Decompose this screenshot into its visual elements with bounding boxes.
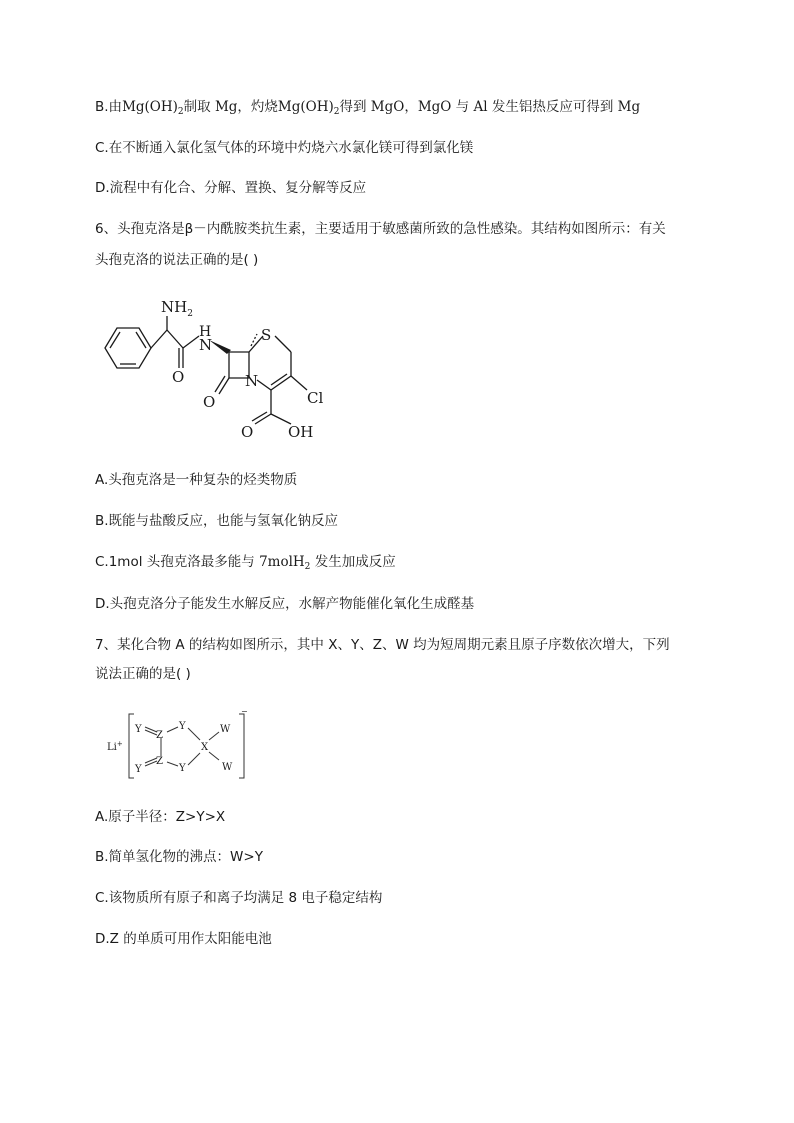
svg-text:N: N (199, 336, 213, 354)
q5-option-c: C.在不断通入氯化氢气体的环境中灼烧六水氯化镁可得到氯化镁 (95, 140, 474, 156)
q6-option-c: C.1mol 头孢克洛最多能与 7molH$_2$ 发生加成反应 (95, 554, 396, 572)
svg-text:Y: Y (179, 763, 186, 774)
svg-text:Cl: Cl (307, 389, 324, 407)
svg-text:S: S (261, 326, 272, 344)
q7-option-a: A.原子半径：Z>Y>X (95, 809, 226, 825)
q6-option-b: B.既能与盐酸反应，也能与氢氧化钠反应 (95, 513, 339, 529)
q7-option-c: C.该物质所有原子和离子均满足 8 电子稳定结构 (95, 890, 383, 906)
q6-option-a: A.头孢克洛是一种复杂的烃类物质 (95, 472, 298, 488)
svg-text:O: O (172, 368, 185, 386)
svg-text:O: O (241, 423, 254, 441)
svg-text:H: H (199, 324, 212, 340)
svg-text:NH2: $NH_2$ (161, 298, 193, 319)
q7-stem-line1: 7、某化合物 A 的结构如图所示，其中 X、Y、Z、W 均为短周期元素且原子序数依次增大，下列 (95, 637, 670, 653)
q7-stem-line2: 说法正确的是( ) (95, 666, 191, 682)
svg-text:O: O (203, 393, 216, 411)
q7-option-d: D.Z 的单质可用作太阳能电池 (95, 931, 272, 947)
svg-text:X: X (201, 742, 209, 753)
svg-text:−: − (241, 708, 248, 716)
svg-text:W: W (222, 762, 233, 773)
cefaclor-structure (95, 290, 345, 450)
q5-option-b: B.由$Mg(OH)_2$制取 Mg，灼烧$Mg(OH)_2$得到 MgO，MgO 与 Al 发生铝热反应可得到 Mg (95, 99, 641, 117)
svg-text:Li+: Li+ (107, 740, 123, 753)
svg-text:Z: Z (156, 730, 163, 741)
svg-text:W: W (220, 724, 231, 735)
q6-option-d: D.头孢克洛分子能发生水解反应，水解产物能催化氧化生成醛基 (95, 596, 475, 612)
q6-stem-line1: 6、头孢克洛是β－内酰胺类抗生素，主要适用于敏感菌所致的急性感染。其结构如图所示：有关 (95, 221, 666, 237)
q5-option-d: D.流程中有化合、分解、置换、复分解等反应 (95, 180, 367, 196)
q6-stem-line2: 头孢克洛的说法正确的是( ) (95, 252, 259, 268)
svg-text:Y: Y (179, 721, 186, 732)
svg-text:Y: Y (135, 724, 142, 735)
q7-option-b: B.简单氢化物的沸点：W>Y (95, 849, 263, 865)
compound-a-structure (105, 708, 255, 788)
svg-text:N: N (245, 372, 259, 390)
svg-text:Z: Z (156, 756, 163, 767)
svg-text:Y: Y (135, 764, 142, 775)
svg-text:OH: OH (288, 423, 314, 441)
